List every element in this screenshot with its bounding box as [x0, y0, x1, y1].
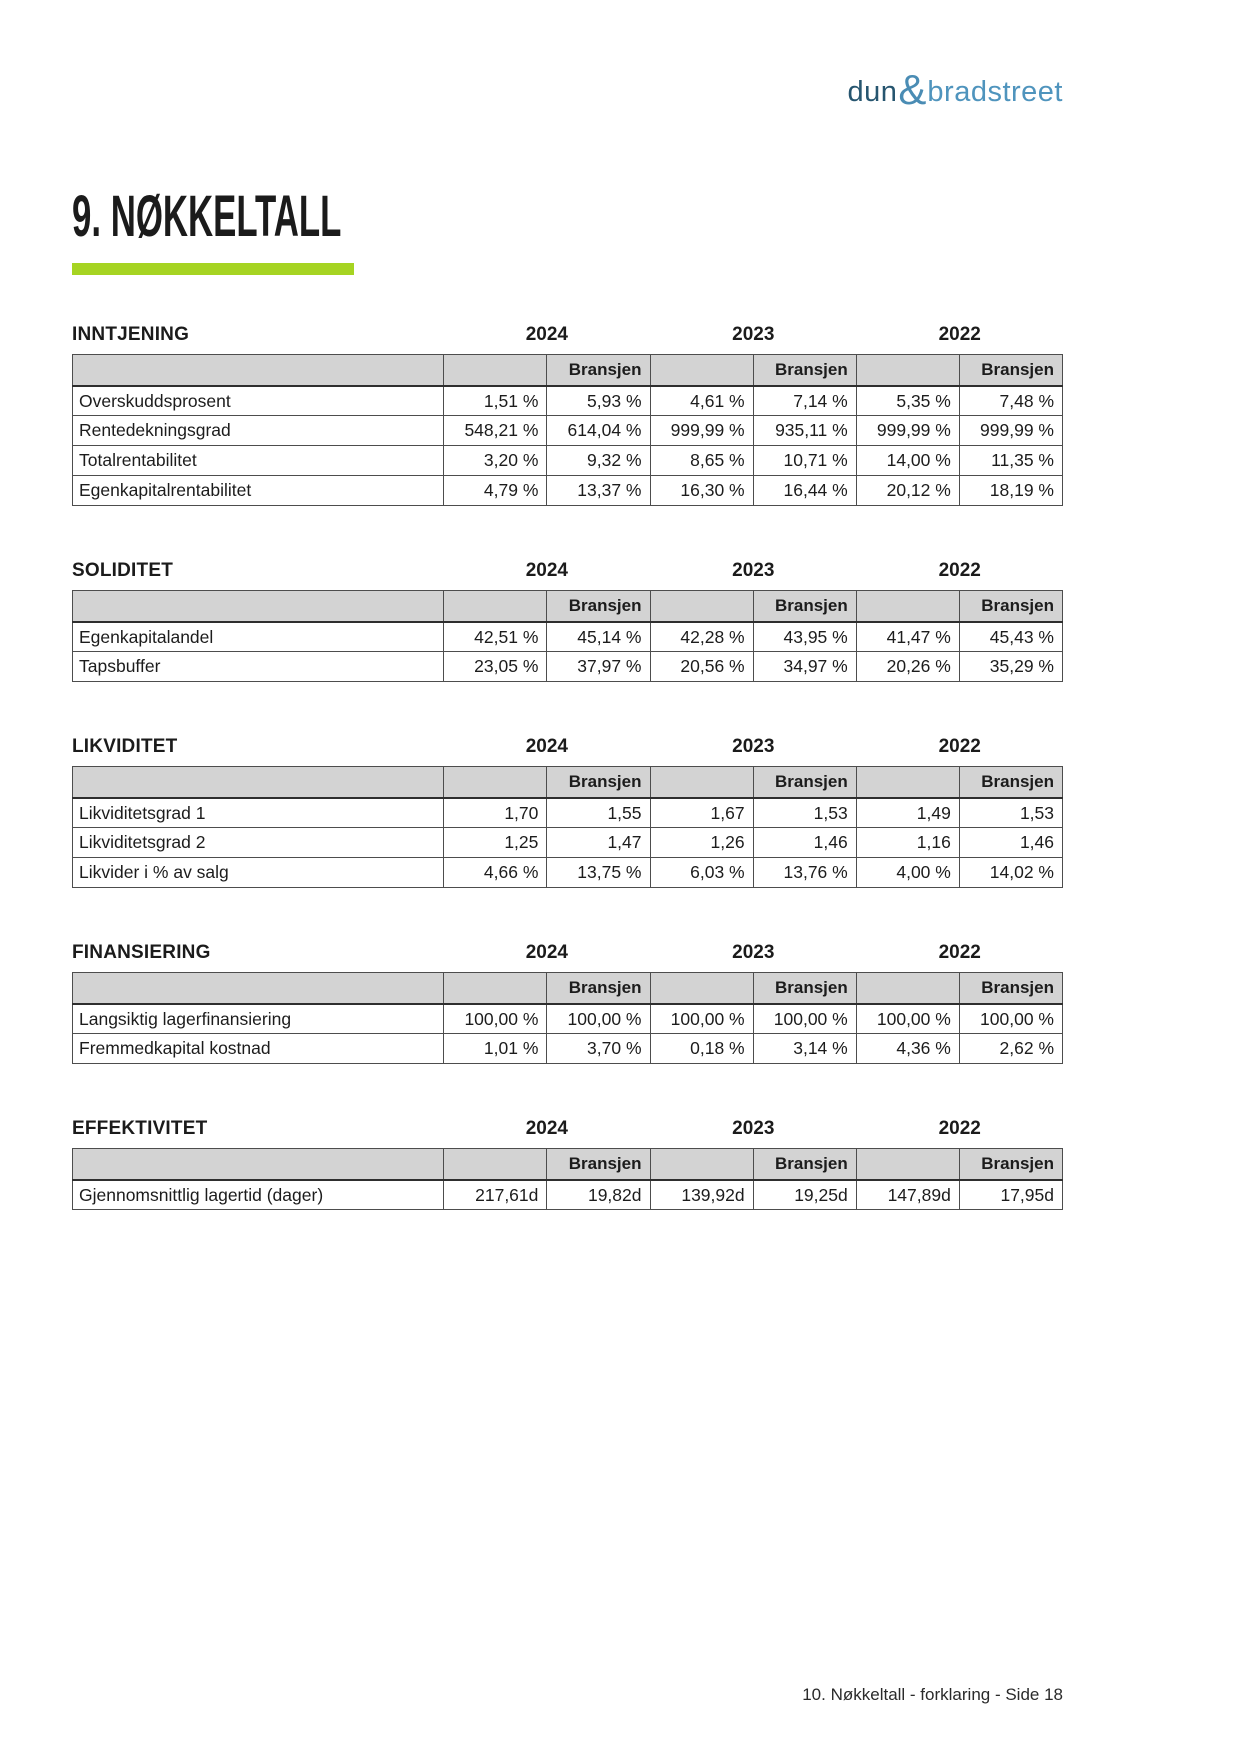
value-cell: 42,51 % [444, 622, 547, 652]
table-row [73, 416, 1063, 446]
year-labels [444, 324, 1063, 346]
value-cell: 1,46 [753, 828, 856, 858]
year-label-2022: 2022 [938, 324, 981, 346]
table-header-row [73, 591, 1063, 622]
value-cell: 16,30 % [650, 476, 753, 506]
value-cell: 100,00 % [753, 1004, 856, 1034]
page-footer: 10. Nøkkeltall - forklaring - Side 18 [802, 1685, 1063, 1704]
header-empty-cell [73, 973, 444, 1004]
table-header-row [73, 355, 1063, 386]
section-effektivitet [72, 1118, 1063, 1210]
value-cell: 1,01 % [444, 1034, 547, 1064]
header-company-cell [856, 973, 959, 1004]
header-company-cell [444, 767, 547, 798]
value-cell: 614,04 % [547, 416, 650, 446]
row-label: Rentedekningsgrad [73, 416, 444, 446]
value-cell: 3,14 % [753, 1034, 856, 1064]
year-label-2022: 2022 [938, 736, 981, 758]
header-company-cell [650, 355, 753, 386]
section-header [72, 1118, 1063, 1140]
value-cell: 2,62 % [959, 1034, 1062, 1064]
section-title: INNTJENING [72, 324, 190, 346]
title-underline-bar [72, 263, 354, 275]
header-bransjen-cell: Bransjen [753, 355, 856, 386]
header-bransjen-cell: Bransjen [753, 767, 856, 798]
value-cell: 139,92d [650, 1180, 753, 1210]
header-company-cell [856, 591, 959, 622]
table-row [73, 798, 1063, 828]
value-cell: 1,70 [444, 798, 547, 828]
table-row [73, 652, 1063, 682]
header-company-cell [856, 355, 959, 386]
year-label-2024: 2024 [525, 324, 568, 346]
row-label: Egenkapitalandel [73, 622, 444, 652]
section-soliditet [72, 560, 1063, 682]
value-cell: 18,19 % [959, 476, 1062, 506]
value-cell: 42,28 % [650, 622, 753, 652]
section-title: FINANSIERING [72, 942, 211, 964]
value-cell: 999,99 % [959, 416, 1062, 446]
value-cell: 35,29 % [959, 652, 1062, 682]
value-cell: 5,93 % [547, 386, 650, 416]
header-bransjen-cell: Bransjen [753, 591, 856, 622]
header-company-cell [650, 591, 753, 622]
year-label-2023: 2023 [732, 736, 775, 758]
value-cell: 20,26 % [856, 652, 959, 682]
row-label: Tapsbuffer [73, 652, 444, 682]
header-company-cell [444, 591, 547, 622]
value-cell: 6,03 % [650, 858, 753, 888]
value-cell: 999,99 % [856, 416, 959, 446]
kpi-sections [72, 324, 1063, 1210]
header-company-cell [650, 973, 753, 1004]
kpi-table-inntjening [72, 354, 1063, 506]
header-bransjen-cell: Bransjen [547, 591, 650, 622]
value-cell: 100,00 % [444, 1004, 547, 1034]
value-cell: 1,53 [959, 798, 1062, 828]
value-cell: 8,65 % [650, 446, 753, 476]
value-cell: 13,37 % [547, 476, 650, 506]
value-cell: 0,18 % [650, 1034, 753, 1064]
value-cell: 548,21 % [444, 416, 547, 446]
header-bransjen-cell: Bransjen [959, 767, 1062, 798]
value-cell: 7,48 % [959, 386, 1062, 416]
value-cell: 10,71 % [753, 446, 856, 476]
year-labels [444, 1118, 1063, 1140]
value-cell: 34,97 % [753, 652, 856, 682]
page-title-text: 9. NØKKELTALL [72, 184, 342, 249]
section-title: LIKVIDITET [72, 736, 178, 758]
value-cell: 1,53 [753, 798, 856, 828]
year-label-2024: 2024 [525, 736, 568, 758]
section-header [72, 560, 1063, 582]
value-cell: 9,32 % [547, 446, 650, 476]
row-label: Langsiktig lagerfinansiering [73, 1004, 444, 1034]
header-company-cell [444, 1149, 547, 1180]
year-label-2022: 2022 [938, 942, 981, 964]
value-cell: 16,44 % [753, 476, 856, 506]
year-label-2022: 2022 [938, 560, 981, 582]
value-cell: 100,00 % [959, 1004, 1062, 1034]
value-cell: 217,61d [444, 1180, 547, 1210]
section-header [72, 942, 1063, 964]
year-labels [444, 736, 1063, 758]
header-bransjen-cell: Bransjen [959, 355, 1062, 386]
value-cell: 4,36 % [856, 1034, 959, 1064]
year-label-2023: 2023 [732, 942, 775, 964]
value-cell: 17,95d [959, 1180, 1062, 1210]
header-bransjen-cell: Bransjen [547, 767, 650, 798]
row-label: Likviditetsgrad 2 [73, 828, 444, 858]
value-cell: 100,00 % [650, 1004, 753, 1034]
table-header-row [73, 1149, 1063, 1180]
value-cell: 1,51 % [444, 386, 547, 416]
section-finansiering [72, 942, 1063, 1064]
header-bransjen-cell: Bransjen [547, 973, 650, 1004]
header [72, 66, 1063, 118]
value-cell: 19,82d [547, 1180, 650, 1210]
value-cell: 37,97 % [547, 652, 650, 682]
header-company-cell [444, 355, 547, 386]
kpi-table-effektivitet [72, 1148, 1063, 1210]
value-cell: 3,70 % [547, 1034, 650, 1064]
kpi-table-soliditet [72, 590, 1063, 682]
year-labels [444, 942, 1063, 964]
table-row [73, 622, 1063, 652]
page-title [72, 184, 1063, 249]
logo-text-bradstreet: bradstreet [927, 76, 1063, 108]
value-cell: 11,35 % [959, 446, 1062, 476]
year-label-2023: 2023 [732, 324, 775, 346]
row-label: Fremmedkapital kostnad [73, 1034, 444, 1064]
value-cell: 147,89d [856, 1180, 959, 1210]
value-cell: 20,56 % [650, 652, 753, 682]
year-label-2023: 2023 [732, 560, 775, 582]
value-cell: 4,00 % [856, 858, 959, 888]
table-row [73, 1004, 1063, 1034]
table-row [73, 828, 1063, 858]
header-bransjen-cell: Bransjen [753, 1149, 856, 1180]
header-empty-cell [73, 591, 444, 622]
value-cell: 19,25d [753, 1180, 856, 1210]
logo-text-dun: dun [847, 76, 898, 108]
value-cell: 14,02 % [959, 858, 1062, 888]
value-cell: 1,46 [959, 828, 1062, 858]
value-cell: 999,99 % [650, 416, 753, 446]
value-cell: 13,75 % [547, 858, 650, 888]
value-cell: 4,66 % [444, 858, 547, 888]
value-cell: 1,47 [547, 828, 650, 858]
table-row [73, 476, 1063, 506]
year-label-2024: 2024 [525, 942, 568, 964]
value-cell: 13,76 % [753, 858, 856, 888]
row-label: Egenkapitalrentabilitet [73, 476, 444, 506]
section-likviditet [72, 736, 1063, 888]
table-row [73, 386, 1063, 416]
value-cell: 1,26 [650, 828, 753, 858]
table-header-row [73, 767, 1063, 798]
row-label: Likvider i % av salg [73, 858, 444, 888]
value-cell: 23,05 % [444, 652, 547, 682]
value-cell: 1,55 [547, 798, 650, 828]
table-row [73, 1180, 1063, 1210]
row-label: Overskuddsprosent [73, 386, 444, 416]
table-row [73, 858, 1063, 888]
header-company-cell [444, 973, 547, 1004]
value-cell: 43,95 % [753, 622, 856, 652]
header-empty-cell [73, 355, 444, 386]
header-bransjen-cell: Bransjen [547, 1149, 650, 1180]
header-company-cell [650, 1149, 753, 1180]
value-cell: 3,20 % [444, 446, 547, 476]
section-header [72, 324, 1063, 346]
header-bransjen-cell: Bransjen [547, 355, 650, 386]
section-header [72, 736, 1063, 758]
dun-and-bradstreet-logo: dun & bradstreet [847, 66, 1063, 113]
value-cell: 4,79 % [444, 476, 547, 506]
year-label-2024: 2024 [525, 1118, 568, 1140]
section-title: EFFEKTIVITET [72, 1118, 208, 1140]
value-cell: 5,35 % [856, 386, 959, 416]
row-label: Totalrentabilitet [73, 446, 444, 476]
value-cell: 1,25 [444, 828, 547, 858]
value-cell: 100,00 % [547, 1004, 650, 1034]
value-cell: 45,43 % [959, 622, 1062, 652]
year-label-2022: 2022 [938, 1118, 981, 1140]
row-label: Likviditetsgrad 1 [73, 798, 444, 828]
year-label-2024: 2024 [525, 560, 568, 582]
header-empty-cell [73, 767, 444, 798]
header-empty-cell [73, 1149, 444, 1180]
year-labels [444, 560, 1063, 582]
value-cell: 935,11 % [753, 416, 856, 446]
kpi-table-likviditet [72, 766, 1063, 888]
header-bransjen-cell: Bransjen [959, 973, 1062, 1004]
header-bransjen-cell: Bransjen [753, 973, 856, 1004]
value-cell: 14,00 % [856, 446, 959, 476]
header-bransjen-cell: Bransjen [959, 591, 1062, 622]
value-cell: 7,14 % [753, 386, 856, 416]
value-cell: 4,61 % [650, 386, 753, 416]
section-title: SOLIDITET [72, 560, 174, 582]
table-row [73, 446, 1063, 476]
value-cell: 1,67 [650, 798, 753, 828]
value-cell: 1,49 [856, 798, 959, 828]
table-header-row [73, 973, 1063, 1004]
value-cell: 45,14 % [547, 622, 650, 652]
section-inntjening [72, 324, 1063, 506]
header-bransjen-cell: Bransjen [959, 1149, 1062, 1180]
row-label: Gjennomsnittlig lagertid (dager) [73, 1180, 444, 1210]
value-cell: 100,00 % [856, 1004, 959, 1034]
value-cell: 41,47 % [856, 622, 959, 652]
year-label-2023: 2023 [732, 1118, 775, 1140]
table-row [73, 1034, 1063, 1064]
kpi-table-finansiering [72, 972, 1063, 1064]
header-company-cell [650, 767, 753, 798]
value-cell: 20,12 % [856, 476, 959, 506]
value-cell: 1,16 [856, 828, 959, 858]
header-company-cell [856, 767, 959, 798]
header-company-cell [856, 1149, 959, 1180]
